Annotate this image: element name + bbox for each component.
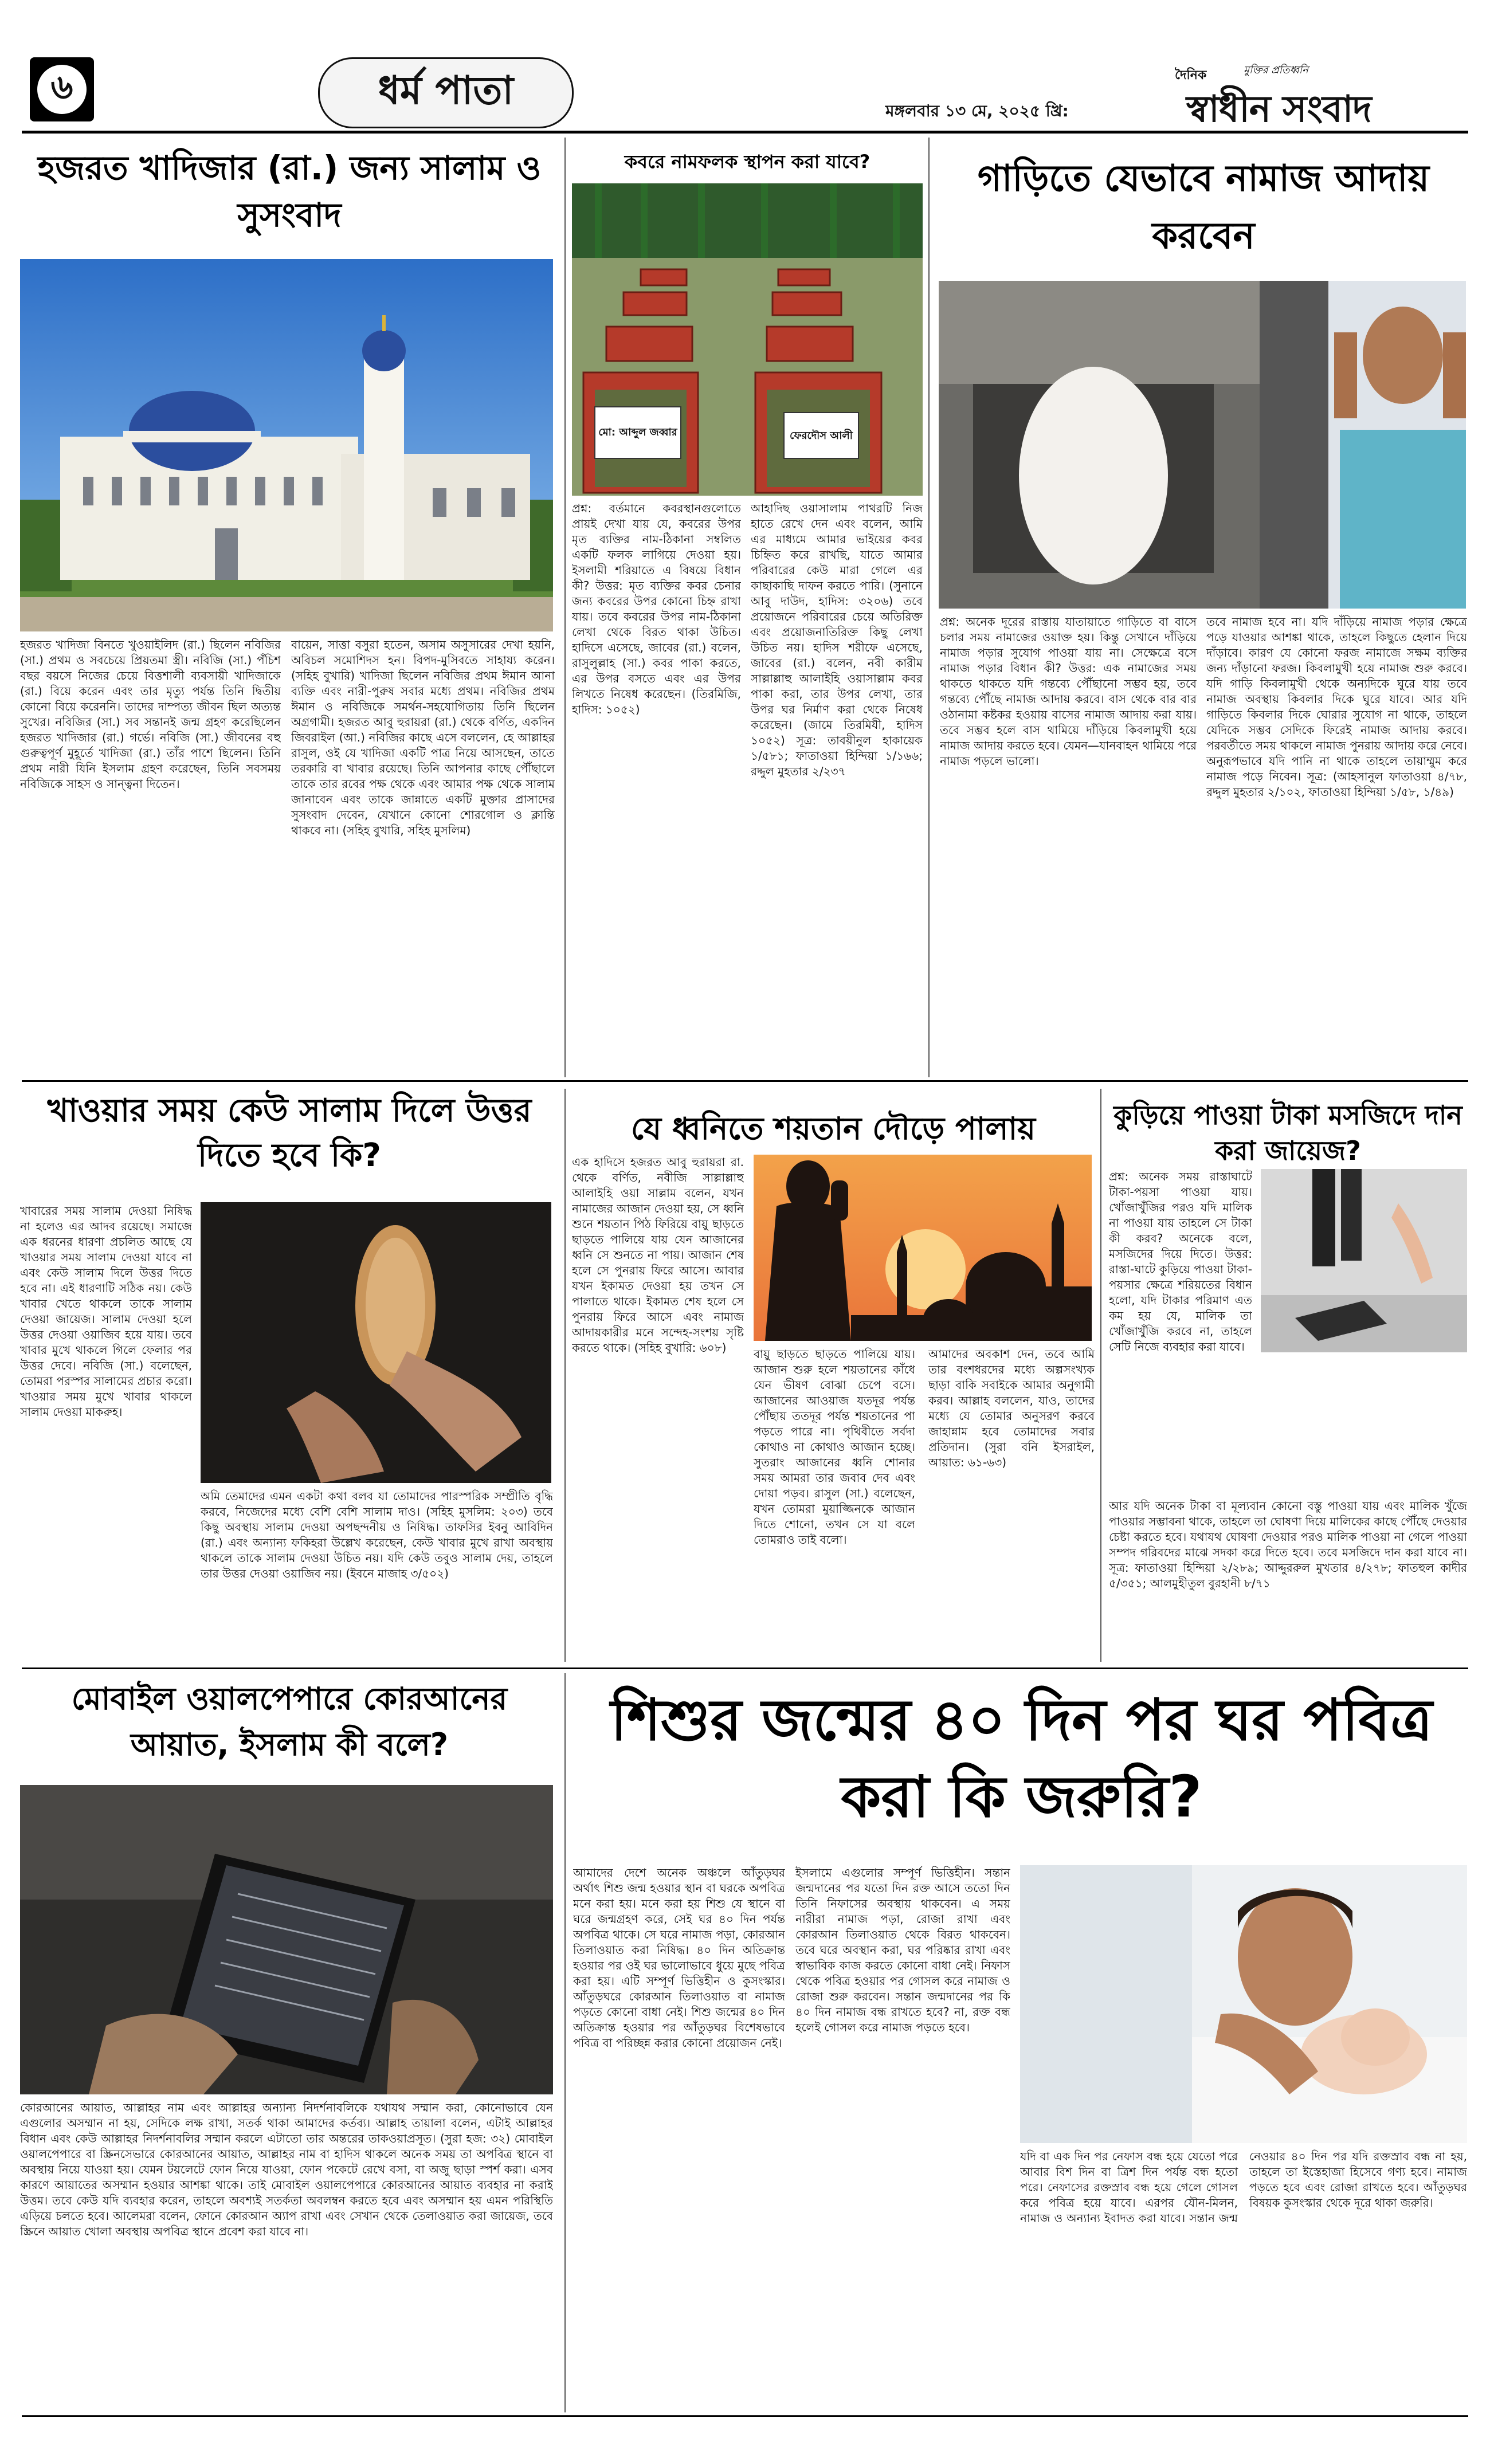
graveyard-photo: [572, 183, 923, 496]
grave-col-1: প্রশ্ন: বর্তমানে কবরস্থানগুলোতে প্রায়ই দেখা যায় যে, কবরের উপর মৃত ব্যক্তির নাম-ঠিকানা সম্বলিত একটি ফলক লাগিয়ে দেওয়া হয়। ইসলামী শরিয়াতে এ বিষয়ে বিধান কী? উত্তর: মৃত ব্যক্তির কবর চেনার জন্য কবরের উপর কোনো চিহ্ন রাখা যায়। তবে কবরের উপর নাম-ঠিকানা লেখা থেকে বিরত থাকা উচিত। হাদিসে এসেছে, জাবের (রা.) বলেন, রাসুলুল্লাহ (সা.) কবর পাকা করতে, এর উপর বসতে এবং এর উপর লিখতে নিষেধ করেছেন। (তিরমিজি, হাদিস: ১০৫২): [572, 501, 741, 716]
headline-car-prayer: গাড়িতে যেভাবে নামাজ আদায় করবেন: [977, 158, 1430, 257]
footer-rule: [22, 2415, 1468, 2417]
masthead-title: স্বাধীন সংবাদ: [1186, 88, 1371, 131]
headline-postnatal-home: শিশুর জন্মের ৪০ দিন পর ঘর পবিত্র করা কি জরুরি?: [610, 1686, 1433, 1830]
azan-col-1: এক হাদিসে হজরত আবু হুরায়রা রা. থেকে বর্ণিত, নবীজি সাল্লাল্লাহু আলাইহি ওয়া সাল্লাম বলেন, যখন নামাজের আজান দেওয়া হয়, সে ধ্বনি শুনে শয়তান পিঠ ফিরিয়ে বায়ু ছাড়তে ছাড়তে পালিয়ে যায় যেন আজানের ধ্বনি সে শুনতে না পায়। আজান শেষ হলে সে পুনরায় ফিরে আসে। আবার যখন ইকামত দেওয়া হয় তখন সে পালাতে থাকে। ইকামত শেষ হলে সে পুনরায় ফিরে আসে এবং নামাজ আদায়কারীর মনে সন্দেহ-সংশয় সৃষ্টি করতে থাকে। (সহিহ বুখারি: ৬০৮): [572, 1155, 744, 1355]
headline-grave-plaque: কবরে নামফলক স্থাপন করা যাবে?: [624, 151, 871, 172]
azan-col-3: আমাদের অবকাশ দেন, তবে আমি তার বংশধরদের মধ্যে অল্পসংখ্যক ছাড়া বাকি সবাইকে আমার অনুগামী করব। আল্লাহ বললেন, যাও, তাদের মধ্যে যে তোমার অনুসরণ করবে জাহান্নাম হবে তোমাদের সবার প্রতিদান। (সুরা বনি ইসরাইল, আয়াত: ৬১-৬৩): [928, 1347, 1095, 1469]
father-baby-photo: [1020, 1865, 1467, 2143]
column-divider: [564, 1673, 566, 2412]
section-rule: [22, 1080, 1468, 1082]
grave-col-2: আহাদিছ ওয়াসালাম পাথরটি নিজ হাতে রেখে দেন এবং বলেন, আমি এর মাধ্যমে আমার ভাইয়ের কবর চিহ্নিত করে রাখছি, যাতে আমার পরিবারের কেউ মারা গেলে এর কাছাকাছি দাফন করতে পারি। (সুনানে আবু দাউদ, হাদিস: ৩২০৬) তবে প্রয়োজনে পরিবারের চেয়ে অতিরিক্ত এবং প্রয়োজনাতিরিক্ত কিছু লেখা উচিত নয়। হাদিস শরীফে এসেছে, জাবের (রা.) বলেন, নবী কারীম সাল্লাল্লাহু আলাইহি ওয়াসাল্লাম কবর পাকা করা, তার উপর লেখা, তার উপর ঘর নির্মাণ করা থেকে নিষেধ করেছেন। (জামে তিরমিযী, হাদিস ১০৫২) সূত্র: তাবয়ীনুল হাকায়েক ১/৫৮১; ফাতাওয়া হিন্দিয়া ১/১৬৬; রদ্দুল মুহতার ২/২৩৭: [751, 501, 923, 778]
postnatal-col-2: ইসলামে এগুলোর সম্পূর্ণ ভিত্তিহীন। সন্তান জন্মদানের পর যতো দিন রক্ত আসে ততো দিন তিনি নিফাসের অবস্থায় থাকবেন। এ সময় নারীরা নামাজ পড়া, রোজা রাখা এবং কোরআন তিলাওয়াত থেকে বিরত থাকবেন। তবে ঘরে অবস্থান করা, ঘর পরিষ্কার রাখা এবং স্বাভাবিক কাজ করতে কোনো বাধা নেই। নিফাস থেকে পবিত্র হওয়ার পর গোসল করে নামাজ ও রোজা শুরু করবেন। সন্তান জন্মদানের পর কি ৪০ দিন নামাজ বন্ধ রাখতে হবে? না, রক্ত বন্ধ হলেই গোসল করে নামাজ পড়তে হবে।: [795, 1866, 1010, 2034]
grave-sign-2: ফেরদৌস আলী: [790, 430, 853, 442]
issue-date: মঙ্গলবার ১৩ মে, ২০২৫ খ্রি:: [885, 101, 1069, 120]
azan-col-2: বায়ু ছাড়তে ছাড়তে পালিয়ে যায়। আজান শুরু হলে শয়তানের কাঁধে যেন ভীষণ বোঝা চেপে বসে। আজানের আওয়াজ যতদূর পর্যন্ত পৌঁছায় ততদূর পর্যন্ত শয়তানের পা পড়তে পারে না। পৃথিবীতে সর্বদা কোথাও না কোথাও আজান হচ্ছে। সুতরাং আজানের ধ্বনি শোনার সময় আমরা তার জবাব দেব এবং দোয়া পড়ব। রাসুল (সা.) বলেছেন, যখন তোমরা মুয়াজ্জিনকে আজান দিতে শোনো, তখন সে যা বলে তোমরাও তাই বলো।: [754, 1347, 915, 1547]
azan-silhouette-photo: [754, 1155, 1092, 1341]
salam-col-1: খাবারের সময় সালাম দেওয়া নিষিদ্ধ না হলেও এর আদব রয়েছে। সমাজে এক ধরনের ধারণা প্রচলিত আছে যে খাওয়ার সময় সালাম দেওয়া যাবে না এবং কেউ সালাম দিলে উত্তর দিতে হবে না। এই ধারণাটি সঠিক নয়। কেউ খাবার খেতে থাকলে তাকে সালাম দেওয়া জায়েজ। সালাম দেওয়া হলে উত্তর দেওয়া ওয়াজিব হয়ে যায়। তবে খাবার মুখে থাকলে গিলে ফেলার পর উত্তর দেবে। নবিজি (সা.) বলেছেন, তোমরা পরস্পর সালামের প্রচার করো। খাওয়ার সময় মুখে খাবার থাকলে সালাম দেওয়া মাকরুহ।: [20, 1204, 192, 1419]
headline-khadija: হজরত খাদিজার (রা.) জন্য সালাম ও সুসংবাদ: [37, 148, 542, 234]
car-prayer-col-1: প্রশ্ন: অনেক দূরের রাস্তায় যাতায়াতে গাড়িতে বা বাসে চলার সময় নামাজের ওয়াক্ত হয়। কিন্তু সেখানে দাঁড়িয়ে নামাজ পড়ার সুযোগ পাওয়া যায় না। সেক্ষেত্রে বসে নামাজ পড়ার বিধান কী? উত্তর: এক নামাজের সময় থাকতে থাকতে যদি গন্তব্যে পৌঁছানো সম্ভব হয়, তবে গন্তব্যে পৌঁছে নামাজ আদায় করবে। বাস থেকে বার বার ওঠানামা কষ্টকর হওয়ায় বাসের নামাজ আদায় করা যায়। তবে সম্ভব হলে বাস থামিয়ে দাঁড়িয়ে কিবলামুখী হয়ে নামাজ আদায় করতে হবে। যেমন—যানবাহন থামিয়ে পরে নামাজ পড়লে ভালো।: [940, 615, 1197, 768]
masthead: দৈনিক মুক্তির প্রতিধ্বনি স্বাধীন সংবাদ: [1175, 57, 1473, 126]
postnatal-col-1: আমাদের দেশে অনেক অঞ্চলে আঁতুড়ঘর অর্থাৎ শিশু জন্ম হওয়ার স্থান বা ঘরকে অপবিত্র মনে করা হয়। মনে করা হয় শিশু যে স্থানে বা ঘরে জন্মগ্রহণ করে, সেই ঘর ৪০ দিন পর্যন্ত অপবিত্র থাকে। সে ঘরে নামাজ পড়া, কোরআন তিলাওয়াত করা নিষিদ্ধ। ৪০ দিন অতিক্রান্ত হওয়ার পর ওই ঘর ভালোভাবে ধুয়ে মুছে পবিত্র করা হয়। এটি সম্পূর্ণ ভিত্তিহীন ও কুসংস্কার। আঁতুড়ঘরে কোরআন তিলাওয়াত বা নামাজ পড়তে কোনো বাধা নেই। শিশু জন্মের ৪০ দিন অতিক্রান্ত হওয়ার পর আঁতুড়ঘর বিশেষভাবে পবিত্র বা পরিচ্ছন্ন করার কোনো প্রয়োজন নেই।: [573, 1866, 785, 2050]
mobile-body: কোরআনের আয়াত, আল্লাহর নাম এবং আল্লাহর অন্যান্য নিদর্শনাবলিকে যথাযথ সম্মান করা, কোনোভাবে যেন এগুলোর অসম্মান না হয়, সেদিকে লক্ষ রাখা, সতর্ক থাকা আমাদের কর্তব্য। আল্লাহ তায়ালা বলেন, এটাই আল্লাহর বিধান এবং কেউ আল্লাহর নিদর্শনাবলির সম্মান করলে এটাতো তার অন্তরের তাকওয়াপ্রসূত। (সুরা হজ: ৩২) মোবাইল ওয়ালপেপারে বা স্ক্রিনসেভারে কোরআনের আয়াত, আল্লাহর নাম বা হাদিস থাকলে অনেক সময় তা অপবিত্র স্থানে বা অবস্থায় নিয়ে যাওয়া হয়। যেমন টয়লেটে ফোন নিয়ে যাওয়া, ফোন পকেটে রেখে বসা, বা অজু ছাড়া স্পর্শ করা। এসব কারণে আয়াতের অসম্মান হওয়ার আশঙ্কা থাকে। তাই মোবাইল ওয়ালপেপারে কোরআনের আয়াত ব্যবহার না করাই উত্তম। তবে কেউ যদি ব্যবহার করেন, তাহলে অবশ্যই সতর্কতা অবলম্বন করতে হবে এবং অসম্মান হয় এমন পরিস্থিতি এড়িয়ে চলতে হবে। আলেমরা বলেন, ফোনে কোরআন অ্যাপ রাখা এবং সেখান থেকে তেলাওয়াত করা জায়েজ, তবে স্ক্রিনে আয়াত খোলা অবস্থায় অপবিত্র স্থানে প্রবেশ করা যাবে না।: [20, 2101, 553, 2238]
khadija-col-2: বায়েন, সাত্তা বসুরা হতেন, অসাম অসুসারের দেখা হয়নি, অবিচল সমোশিদস হন। বিপদ-মুসিবতে সাহায্য করেন। (সহিহ বুখারি) খাদিজা ছিলেন নবিজির প্রথম ঈমান আনা ব্যক্তি এবং নারী-পুরুষ সবার মধ্যে প্রথম। নবিজির প্রথম ঈমান ও নবিজিকে সমর্থন-সহযোগিতায় তিনি ছিলেন অগ্রগামী। হজরত আবু হুরায়রা (রা.) থেকে বর্ণিত, একদিন জিবরাইল (আ.) নবিজির কাছে এসে বললেন, হে আল্লাহর রাসুল, ওই যে খাদিজা একটি পাত্র নিয়ে আসছেন, তাতে তরকারি বা খাবার রয়েছে। তিনি আপনার কাছে পৌঁছালে তাকে তার রবের পক্ষ থেকে এবং আমার পক্ষ থেকে সালাম জানাবেন এবং তাকে জান্নাতে একটি মুক্তার প্রাসাদের সুসংবাদ দেবেন, যেখানে কোনো শোরগোল ও ক্লান্তি থাকবে না। (সহিহ বুখারি, সহিহ মুসলিম): [291, 638, 555, 837]
mosque-photo: [20, 259, 553, 631]
car-prayer-col-2: তবে নামাজ হবে না। যদি দাঁড়িয়ে নামাজ পড়ার ক্ষেত্রে পড়ে যাওয়ার আশঙ্কা থাকে, তাহলে কিছুতে হেলান দিয়ে দাঁড়াবে। কারণ যে কোনো ফরজ নামাজে সক্ষম ব্যক্তির জন্য দাঁড়ানো ফরজ। কিবলামুখী হয়ে নামাজ শুরু করবে। যদি গাড়ি কিবলামুখী থেকে অন্যদিকে ঘুরে যায় তবে নামাজ অবস্থায় কিবলার দিকে ঘুরে যাবে। আর যদি গাড়িতে কিবলার দিকে ঘোরার সুযোগ না থাকে, তাহলে যেদিকে সম্ভব সেদিকে ফিরেই নামাজ আদায় করবে। পরবর্তীতে সময় থাকলে নামাজ পুনরায় আদায় করে নেবে। অনুরূপভাবে যদি পানি না থাকে তাহলে তায়াম্মুম করে নামাজ পড়ে নিবেন। সূত্র: (আহসানুল ফাতাওয়া ৪/৭৮, রদ্দুল মুহতার ২/১০২, ফাতাওয়া হিন্দিয়া ১/৫৮, ১/৪৯): [1206, 615, 1467, 799]
header-rule: [22, 131, 1468, 134]
section-title-box: [318, 57, 574, 128]
bread-photo: [201, 1202, 551, 1483]
found-money-photo: [1261, 1169, 1467, 1352]
khadija-col-1: হজরত খাদিজা বিনতে খুওয়াইলিদ (রা.) ছিলেন নবিজির (সা.) প্রথম ও সবচেয়ে প্রিয়তমা স্ত্রী। নবিজি (সা.) পঁচিশ বছর বয়সে নিজের চেয়ে বিত্তশালী ব্যবসায়ী খাদিজাকে (রা.) বিয়ে করেন এবং তার মৃত্যু পর্যন্ত তিনি দ্বিতীয় কোনো বিয়ে করেননি। তাদের দাম্পত্য জীবন ছিল অত্যন্ত সুখের। নবিজির (সা.) সব সন্তানই জন্ম গ্রহণ করেছিলেন হজরত খাদিজার (রা.) গর্ভে। নবিজি (সা.) জীবনের বহু গুরুত্বপূর্ণ মুহূর্তে খাদিজা (রা.) তাঁর পাশে ছিলেন। তিনি প্রথম নারী যিনি ইসলাম গ্রহণ করেছেন, তিনি সবসময় নবিজিকে সাহস ও সান্ত্বনা দিতেন।: [20, 638, 281, 791]
column-divider: [928, 138, 930, 1077]
found-money-col-2: আর যদি অনেক টাকা বা মূল্যবান কোনো বস্তু পাওয়া যায় এবং মালিক খুঁজে পাওয়ার সম্ভাবনা থাকে, তাহলে তা ঘোষণা দিয়ে মালিকের কাছে পৌঁছে দেওয়ার চেষ্টা করতে হবে। যথাযথ ঘোষণা দেওয়ার পরও মালিক পাওয়া না গেলে পাওয়া সম্পদ গরিবদের মাঝে সদকা করে দিতে হবে। তবে মসজিদে দান করা যাবে না। সূত্র: ফাতাওয়া হিন্দিয়া ২/২৮৯; আদ্দুররুল মুখতার ৪/২৭৮; ফাতহুল কাদীর ৫/৩৫১; আলমুহীতুল বুরহানী ৮/৭১: [1109, 1499, 1467, 1590]
salam-col-2: অমি তেমাদের এমন একটা কথা বলব যা তোমাদের পারস্পরিক সম্প্রীতি বৃদ্ধি করবে, নিজেদের মধ্যে বেশি বেশি সালাম দাও। (সহিহ মুসলিম: ২০৩) তবে কিছু অবস্থায় সালাম দেওয়া অপছন্দনীয় ও নিষিদ্ধ। তাফসির ইবনু আবিদিন (রা.) এবং অন্যান্য ফকিহরা উল্লেখ করেছেন, কেউ খাবার মুখে রাখা অবস্থায় থাকলে তাকে সালাম দেওয়া উচিত নয়। যদি কেউ তবুও সালাম দেয়, তাহলে তার উত্তর দেওয়া ওয়াজিব নয়। (ইবনে মাজাহ ৩/৫০২): [201, 1489, 553, 1580]
headline-azan: যে ধ্বনিতে শয়তান দৌড়ে পালায়: [631, 1111, 1036, 1147]
mobile-photo: [20, 1785, 553, 2094]
column-divider: [1100, 1089, 1101, 1662]
found-money-col-1: প্রশ্ন: অনেক সময় রাস্তাঘাটে টাকা-পয়সা পাওয়া যায়। খোঁজাখুঁজির পরও যদি মালিক না পাওয়া যায় তাহলে সে টাকা কী করব? অনেকে বলে, মসজিদের দিয়ে দিতে। উত্তর: রাস্তা-ঘাটে কুড়িয়ে পাওয়া টাকা-পয়সার ক্ষেত্রে শরিয়তের বিধান হলো, যদি টাকার পরিমাণ এত কম হয় যে, মালিক তা খোঁজাখুঁজি করবে না, তাহলে সেটি নিজে ব্যবহার করা যাবে।: [1109, 1170, 1252, 1353]
column-divider: [564, 138, 566, 1077]
section-rule: [22, 1667, 1468, 1669]
headline-mobile-wallpaper: মোবাইল ওয়ালপেপারে কোরআনের আয়াত, ইসলাম কী বলে?: [71, 1681, 508, 1763]
page-number: ৬: [50, 67, 73, 107]
column-divider: [564, 1089, 566, 1662]
car-prayer-photo: [939, 281, 1466, 609]
grave-sign-1: মো: আব্দুল জব্বার: [598, 426, 677, 438]
section-title: ধর্ম পাতা: [378, 68, 514, 113]
postnatal-col-3: যদি বা এক দিন পর নেফাস বন্ধ হয়ে যেতো পরে আবার বিশ দিন বা ত্রিশ দিন পর্যন্ত বন্ধ হতো পরে। নেফাসের রক্তস্রাব বন্ধ হয়ে গেলে গোসল করে পবিত্র হয়ে যাবে। এরপর যৌন-মিলন, নামাজ ও অন্যান্য ইবাদত করা যাবে। সন্তান জন্ম নেওয়ার ৪০ দিন পর যদি রক্তস্রাব বন্ধ না হয়, তাহলে তা ইস্তেহাজা হিসেবে গণ্য হবে। নামাজ পড়তে হবে এবং রোজা রাখতে হবে। আঁতুড়ঘর বিষয়ক কুসংস্কার থেকে দূরে থাকা জরুরি।: [1020, 2149, 1467, 2225]
headline-found-money: কুড়িয়ে পাওয়া টাকা মসজিদে দান করা জায়েজ?: [1113, 1100, 1462, 1166]
headline-salam-eating: খাওয়ার সময় কেউ সালাম দিলে উত্তর দিতে হবে কি?: [47, 1092, 532, 1174]
page-number-box: [30, 57, 94, 121]
